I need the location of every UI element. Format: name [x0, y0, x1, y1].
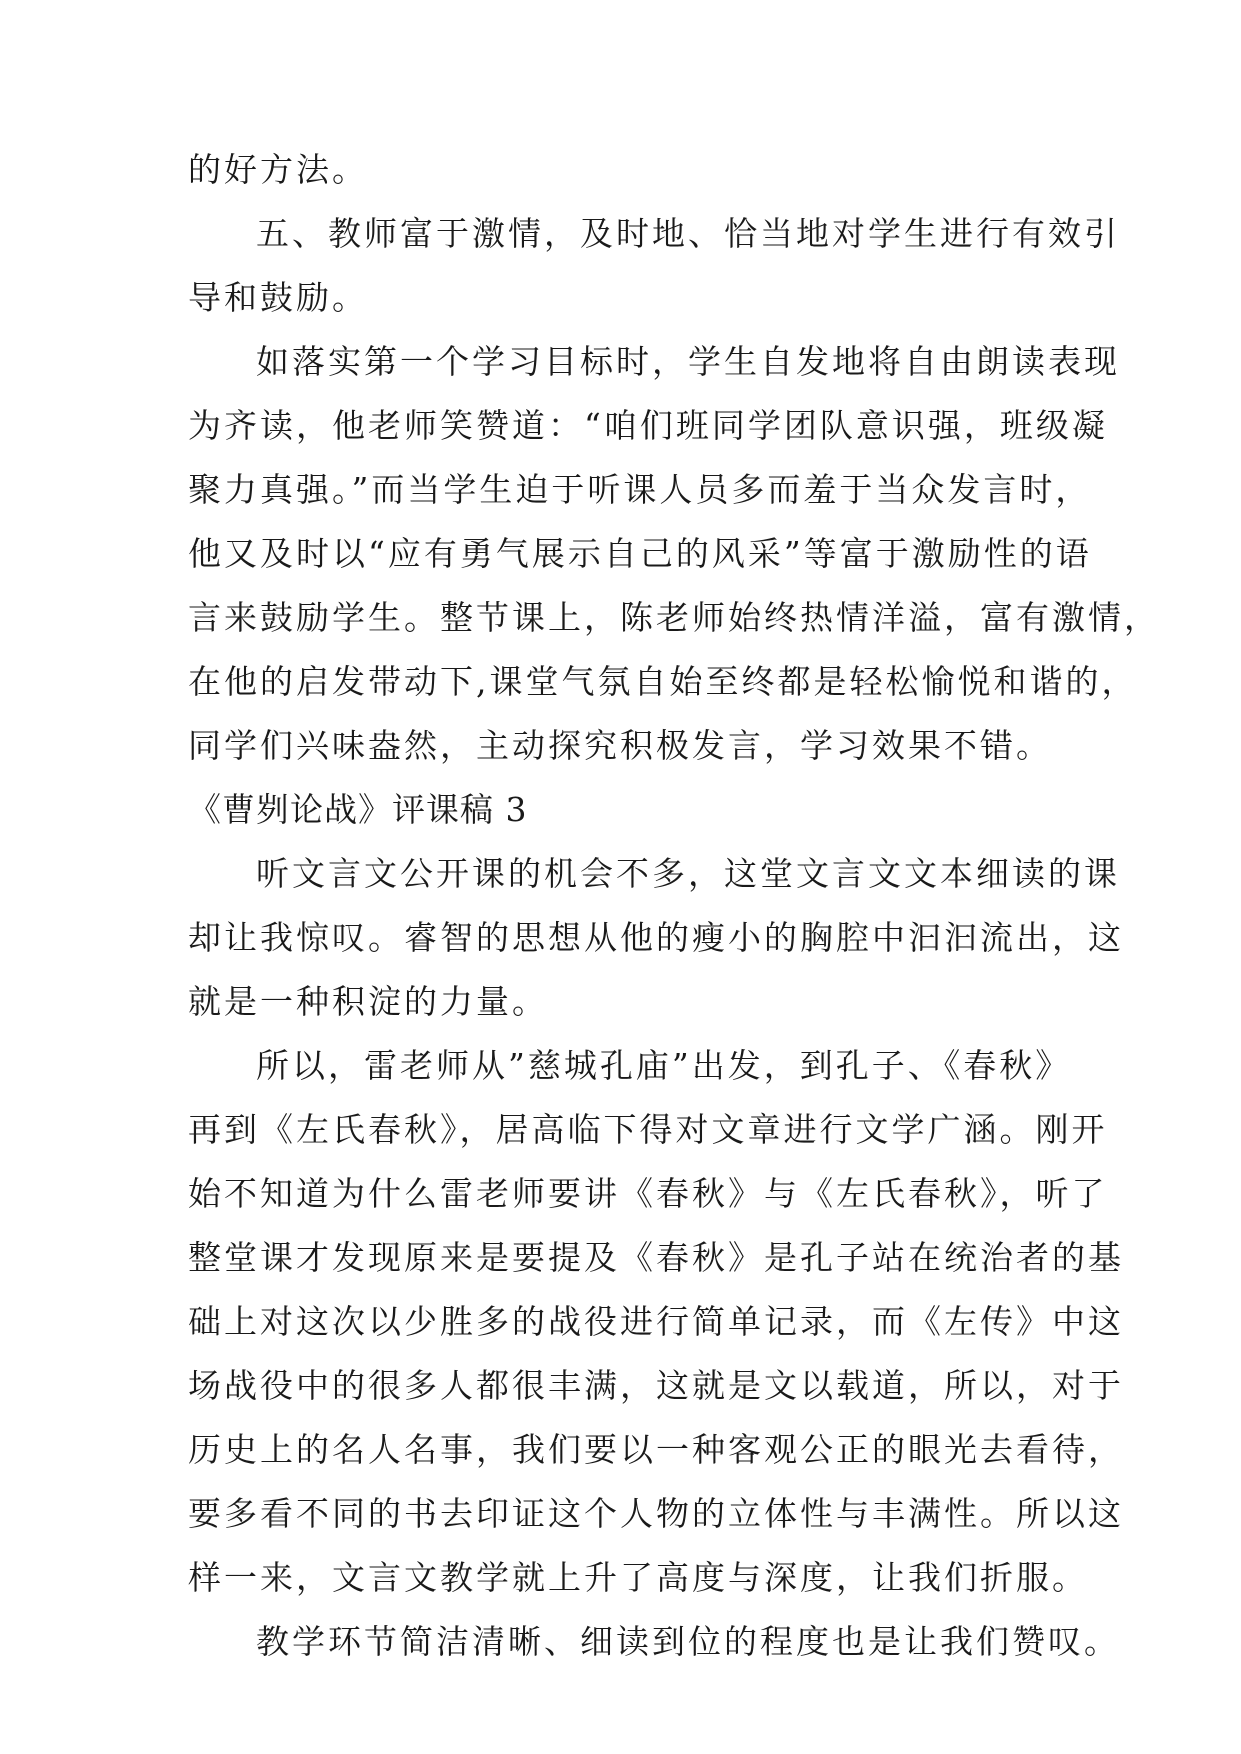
text-line: 听文言文公开课的机会不多，这堂文言文文本细读的课: [256, 854, 1120, 893]
text-line: 的好方法。: [188, 150, 368, 189]
text-line: 聚力真强。”而当学生迫于听课人员多而羞于当众发言时，: [188, 470, 1092, 509]
text-line: 场战役中的很多人都很丰满，这就是文以载道，所以，对于: [188, 1366, 1124, 1405]
text-line: 再到《左氏春秋》，居高临下得对文章进行文学广涵。刚开: [188, 1110, 1108, 1149]
text-line: 历史上的名人名事，我们要以一种客观公正的眼光去看待，: [188, 1430, 1124, 1469]
text-line: 础上对这次以少胜多的战役进行简单记录，而《左传》中这: [188, 1302, 1124, 1341]
text-line: 他又及时以“应有勇气展示自己的风采”等富于激励性的语: [188, 534, 1092, 573]
text-line: 同学们兴味盎然，主动探究积极发言，学习效果不错。: [188, 726, 1052, 765]
text-line: 却让我惊叹。睿智的思想从他的瘦小的胸腔中汩汩流出，这: [188, 918, 1124, 957]
text-line: 所以，雷老师从”慈城孔庙”出发，到孔子、《春秋》: [256, 1046, 1072, 1085]
text-line: 样一来，文言文教学就上升了高度与深度，让我们折服。: [188, 1558, 1088, 1597]
text-line: 就是一种积淀的力量。: [188, 982, 548, 1021]
text-line: 整堂课才发现原来是要提及《春秋》是孔子站在统治者的基: [188, 1238, 1124, 1277]
text-line: 五、教师富于激情，及时地、恰当地对学生进行有效引: [256, 214, 1120, 253]
section-heading: 《曹刿论战》评课稿 3: [188, 790, 528, 829]
text-line: 始不知道为什么雷老师要讲《春秋》与《左氏春秋》，听了: [188, 1174, 1108, 1213]
text-line: 要多看不同的书去印证这个人物的立体性与丰满性。所以这: [188, 1494, 1124, 1533]
text-line: 如落实第一个学习目标时，学生自发地将自由朗读表现: [256, 342, 1120, 381]
text-line: 言来鼓励学生。整节课上，陈老师始终热情洋溢，富有激情，: [188, 598, 1160, 637]
text-line: 在他的启发带动下,课堂气氛自始至终都是轻松愉悦和谐的，: [188, 662, 1138, 701]
text-line: 导和鼓励。: [188, 278, 368, 317]
text-line: 为齐读，他老师笑赞道：“咱们班同学团队意识强，班级凝: [188, 406, 1108, 445]
text-line: 教学环节简洁清晰、细读到位的程度也是让我们赞叹。: [256, 1622, 1120, 1661]
